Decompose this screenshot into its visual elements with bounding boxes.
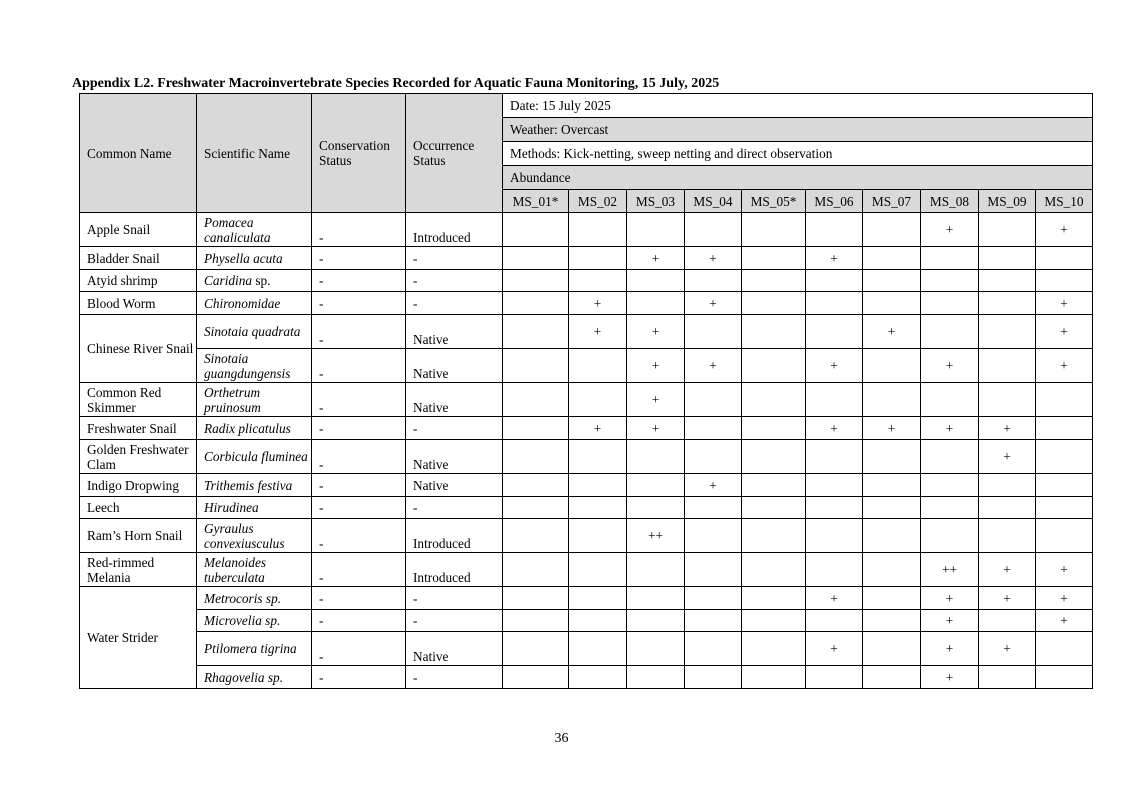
scientific-name: Pomacea canaliculata — [204, 214, 271, 245]
abundance-cell — [979, 474, 1036, 497]
species-table — [79, 93, 1093, 689]
abundance-cell: + — [1036, 553, 1093, 587]
scientific-name-cell — [197, 213, 312, 247]
abundance-cell — [863, 383, 921, 417]
conservation-status-cell: - — [312, 497, 406, 519]
abundance-cell — [921, 519, 979, 553]
conservation-status-cell: - — [312, 292, 406, 315]
table-row — [80, 213, 1093, 247]
scientific-name: Corbicula fluminea — [204, 449, 308, 464]
scientific-name-cell — [197, 315, 312, 349]
table-row — [80, 632, 1093, 666]
occurrence-status-cell: - — [406, 417, 503, 440]
abundance-cell — [503, 247, 569, 270]
conservation-status-cell: - — [312, 440, 406, 474]
abundance-cell: + — [979, 587, 1036, 610]
scientific-name: Caridina — [204, 273, 253, 288]
abundance-cell — [569, 632, 627, 666]
abundance-cell — [569, 383, 627, 417]
scientific-name-cell — [197, 610, 312, 632]
abundance-cell: + — [806, 349, 863, 383]
abundance-cell — [569, 270, 627, 292]
abundance-cell — [742, 383, 806, 417]
common-name-cell: Chinese River Snail — [80, 315, 197, 383]
abundance-cell — [685, 315, 742, 349]
abundance-cell: + — [921, 587, 979, 610]
abundance-cell — [742, 349, 806, 383]
abundance-cell — [979, 315, 1036, 349]
scientific-name: Hirudinea — [204, 500, 259, 515]
abundance-cell — [627, 553, 685, 587]
site-header: MS_09 — [979, 190, 1036, 213]
abundance-cell: + — [685, 349, 742, 383]
abundance-cell: + — [806, 587, 863, 610]
scientific-name: Rhagovelia sp. — [204, 669, 284, 685]
scientific-name-cell — [197, 292, 312, 315]
page-title: Appendix L2. Freshwater Macroinvertebrate Species Recorded for Aquatic Fauna Monitoring, 15 July, 2025 — [72, 76, 720, 91]
common-name-cell: Leech — [80, 497, 197, 519]
abundance-cell: + — [1036, 292, 1093, 315]
abundance-cell — [806, 553, 863, 587]
table-row — [80, 474, 1093, 497]
scientific-name-cell — [197, 666, 312, 689]
abundance-cell — [503, 315, 569, 349]
abundance-cell — [627, 440, 685, 474]
abundance-cell — [863, 270, 921, 292]
abundance-cell — [685, 497, 742, 519]
scientific-name-cell — [197, 587, 312, 610]
abundance-cell: + — [627, 315, 685, 349]
abundance-cell — [806, 474, 863, 497]
table-row — [80, 247, 1093, 270]
abundance-cell — [503, 474, 569, 497]
abundance-cell: + — [921, 632, 979, 666]
table-row — [80, 349, 1093, 383]
abundance-cell: + — [921, 666, 979, 689]
table-row — [80, 383, 1093, 417]
abundance-cell — [863, 519, 921, 553]
abundance-cell — [863, 553, 921, 587]
scientific-name: Sinotaia guangdungensis — [204, 350, 291, 381]
abundance-cell: + — [685, 474, 742, 497]
scientific-name-cell — [197, 632, 312, 666]
abundance-cell: + — [569, 315, 627, 349]
scientific-name: Physella acuta — [204, 250, 283, 266]
occurrence-status-cell: Native — [406, 474, 503, 497]
abundance-cell — [503, 213, 569, 247]
abundance-cell — [806, 440, 863, 474]
abundance-cell — [569, 213, 627, 247]
abundance-cell — [569, 610, 627, 632]
abundance-cell — [806, 213, 863, 247]
abundance-cell — [863, 587, 921, 610]
abundance-cell — [569, 553, 627, 587]
abundance-cell — [685, 587, 742, 610]
abundance-cell — [742, 519, 806, 553]
occurrence-status-cell: Native — [406, 315, 503, 349]
abundance-cell — [806, 497, 863, 519]
abundance-cell: + — [685, 292, 742, 315]
common-name-cell: Golden Freshwater Clam — [80, 440, 197, 474]
abundance-cell — [921, 292, 979, 315]
scientific-name-cell — [197, 440, 312, 474]
header-abundance: Abundance — [503, 166, 1093, 190]
site-header: MS_01* — [503, 190, 569, 213]
scientific-name: Ptilomera tigrina — [204, 641, 297, 656]
abundance-cell — [685, 610, 742, 632]
abundance-cell — [627, 497, 685, 519]
abundance-cell: + — [806, 632, 863, 666]
abundance-cell — [742, 292, 806, 315]
abundance-cell — [921, 497, 979, 519]
abundance-cell — [1036, 497, 1093, 519]
abundance-cell — [742, 474, 806, 497]
occurrence-status-cell: Introduced — [406, 553, 503, 587]
abundance-cell — [627, 610, 685, 632]
site-header: MS_05* — [742, 190, 806, 213]
abundance-cell — [863, 349, 921, 383]
scientific-name-cell — [197, 497, 312, 519]
abundance-cell — [806, 292, 863, 315]
abundance-cell — [979, 497, 1036, 519]
abundance-cell — [627, 666, 685, 689]
header-date: Date: 15 July 2025 — [503, 94, 1093, 118]
abundance-cell: + — [863, 315, 921, 349]
header-weather: Weather: Overcast — [503, 118, 1093, 142]
scientific-name-cell — [197, 474, 312, 497]
abundance-cell — [503, 632, 569, 666]
abundance-cell — [979, 519, 1036, 553]
table-row — [80, 666, 1093, 689]
scientific-name-cell — [197, 270, 312, 292]
abundance-cell — [921, 247, 979, 270]
abundance-cell — [503, 349, 569, 383]
abundance-cell — [627, 213, 685, 247]
table-row — [80, 315, 1093, 349]
abundance-cell — [742, 632, 806, 666]
abundance-cell — [921, 474, 979, 497]
abundance-cell — [1036, 519, 1093, 553]
conservation-status-cell: - — [312, 349, 406, 383]
page-number: 36 — [554, 731, 569, 746]
abundance-cell — [921, 383, 979, 417]
abundance-cell: + — [1036, 610, 1093, 632]
abundance-cell — [627, 292, 685, 315]
header-conservation-status: Conservation Status — [312, 94, 406, 213]
site-header: MS_07 — [863, 190, 921, 213]
abundance-cell — [806, 270, 863, 292]
abundance-cell: + — [569, 292, 627, 315]
abundance-cell: + — [627, 417, 685, 440]
abundance-cell — [863, 610, 921, 632]
abundance-cell — [1036, 417, 1093, 440]
abundance-cell — [1036, 474, 1093, 497]
conservation-status-cell: - — [312, 383, 406, 417]
abundance-cell — [503, 587, 569, 610]
abundance-cell — [742, 610, 806, 632]
abundance-cell: + — [627, 383, 685, 417]
abundance-cell — [863, 292, 921, 315]
abundance-cell — [806, 519, 863, 553]
abundance-cell — [503, 553, 569, 587]
table-row — [80, 292, 1093, 315]
abundance-cell — [979, 666, 1036, 689]
abundance-cell: + — [627, 349, 685, 383]
site-header: MS_02 — [569, 190, 627, 213]
common-name-cell: Blood Worm — [80, 292, 197, 315]
abundance-cell — [1036, 666, 1093, 689]
abundance-cell: + — [921, 349, 979, 383]
abundance-cell: + — [806, 417, 863, 440]
abundance-cell — [979, 349, 1036, 383]
table-row — [80, 497, 1093, 519]
conservation-status-cell: - — [312, 417, 406, 440]
occurrence-status-cell: - — [406, 270, 503, 292]
site-header: MS_03 — [627, 190, 685, 213]
occurrence-status-cell: - — [406, 497, 503, 519]
site-header: MS_04 — [685, 190, 742, 213]
abundance-cell: + — [921, 417, 979, 440]
abundance-cell — [685, 417, 742, 440]
header-common-name: Common Name — [80, 94, 197, 213]
table-row — [80, 519, 1093, 553]
occurrence-status-cell: Introduced — [406, 213, 503, 247]
abundance-cell: + — [806, 247, 863, 270]
table-row — [80, 440, 1093, 474]
abundance-cell — [569, 474, 627, 497]
conservation-status-cell: - — [312, 247, 406, 270]
abundance-cell: + — [979, 632, 1036, 666]
header-scientific-name: Scientific Name — [197, 94, 312, 213]
occurrence-status-cell: Native — [406, 632, 503, 666]
abundance-cell — [569, 349, 627, 383]
abundance-cell: + — [979, 553, 1036, 587]
abundance-cell — [503, 440, 569, 474]
abundance-cell — [1036, 383, 1093, 417]
scientific-name-cell — [197, 247, 312, 270]
scientific-name-cell — [197, 349, 312, 383]
abundance-cell — [863, 474, 921, 497]
abundance-cell: ++ — [627, 519, 685, 553]
abundance-cell — [863, 440, 921, 474]
abundance-cell: + — [685, 247, 742, 270]
abundance-cell — [685, 213, 742, 247]
header-occurrence-status: Occurrence Status — [406, 94, 503, 213]
abundance-cell — [863, 497, 921, 519]
abundance-cell — [503, 666, 569, 689]
table-row — [80, 270, 1093, 292]
abundance-cell — [685, 270, 742, 292]
abundance-cell: + — [569, 417, 627, 440]
abundance-cell: + — [627, 247, 685, 270]
abundance-cell — [1036, 247, 1093, 270]
abundance-cell — [979, 292, 1036, 315]
abundance-cell — [921, 270, 979, 292]
abundance-cell — [742, 553, 806, 587]
abundance-cell — [742, 587, 806, 610]
abundance-cell: + — [1036, 349, 1093, 383]
abundance-cell — [1036, 270, 1093, 292]
scientific-name: Trithemis festiva — [204, 477, 293, 493]
abundance-cell — [979, 270, 1036, 292]
abundance-cell — [503, 292, 569, 315]
abundance-cell: + — [921, 610, 979, 632]
conservation-status-cell: - — [312, 474, 406, 497]
scientific-name: Orthetrum pruinosum — [204, 384, 261, 415]
abundance-cell — [921, 440, 979, 474]
abundance-cell — [742, 315, 806, 349]
abundance-cell — [685, 553, 742, 587]
abundance-cell — [569, 519, 627, 553]
table-row — [80, 553, 1093, 587]
scientific-name-cell — [197, 417, 312, 440]
abundance-cell — [627, 632, 685, 666]
site-header: MS_08 — [921, 190, 979, 213]
abundance-cell — [503, 519, 569, 553]
occurrence-status-cell: - — [406, 610, 503, 632]
scientific-name: Metrocoris sp. — [204, 590, 282, 606]
scientific-name-cell — [197, 383, 312, 417]
abundance-cell — [979, 610, 1036, 632]
abundance-cell — [503, 610, 569, 632]
abundance-cell — [503, 270, 569, 292]
abundance-cell — [806, 383, 863, 417]
scientific-name: Microvelia sp. — [204, 613, 281, 628]
abundance-cell — [742, 440, 806, 474]
abundance-cell — [627, 270, 685, 292]
abundance-cell — [979, 213, 1036, 247]
common-name-cell: Indigo Dropwing — [80, 474, 197, 497]
scientific-name: Melanoides tuberculata — [204, 554, 267, 585]
scientific-name: Sinotaia quadrata — [204, 324, 301, 339]
table-row — [80, 587, 1093, 610]
occurrence-status-cell: Native — [406, 440, 503, 474]
common-name-cell: Water Strider — [80, 587, 197, 689]
abundance-cell: + — [979, 417, 1036, 440]
occurrence-status-cell: - — [406, 587, 503, 610]
common-name-cell: Red-rimmed Melania — [80, 553, 197, 587]
abundance-cell — [979, 383, 1036, 417]
conservation-status-cell: - — [312, 587, 406, 610]
abundance-cell — [863, 666, 921, 689]
scientific-name: Chironomidae — [204, 295, 281, 311]
abundance-cell — [863, 247, 921, 270]
abundance-cell — [742, 213, 806, 247]
conservation-status-cell: - — [312, 610, 406, 632]
occurrence-status-cell: - — [406, 247, 503, 270]
conservation-status-cell: - — [312, 315, 406, 349]
abundance-cell — [742, 247, 806, 270]
conservation-status-cell: - — [312, 553, 406, 587]
abundance-cell — [806, 666, 863, 689]
scientific-name-suffix: sp. — [252, 273, 271, 288]
site-header: MS_06 — [806, 190, 863, 213]
conservation-status-cell: - — [312, 666, 406, 689]
abundance-cell: + — [921, 213, 979, 247]
abundance-cell — [1036, 440, 1093, 474]
abundance-cell — [979, 247, 1036, 270]
occurrence-status-cell: - — [406, 292, 503, 315]
abundance-cell — [627, 587, 685, 610]
abundance-cell — [806, 610, 863, 632]
scientific-name-cell — [197, 519, 312, 553]
abundance-cell: + — [1036, 315, 1093, 349]
abundance-cell — [685, 519, 742, 553]
occurrence-status-cell: Introduced — [406, 519, 503, 553]
abundance-cell — [921, 315, 979, 349]
abundance-cell: + — [979, 440, 1036, 474]
conservation-status-cell: - — [312, 213, 406, 247]
scientific-name: Radix plicatulus — [204, 420, 291, 436]
abundance-cell — [742, 270, 806, 292]
abundance-cell — [569, 440, 627, 474]
abundance-cell — [742, 497, 806, 519]
conservation-status-cell: - — [312, 270, 406, 292]
abundance-cell — [503, 497, 569, 519]
abundance-cell — [685, 440, 742, 474]
table-row — [80, 610, 1093, 632]
abundance-cell — [627, 474, 685, 497]
abundance-cell — [503, 383, 569, 417]
abundance-cell — [1036, 632, 1093, 666]
common-name-cell: Ram’s Horn Snail — [80, 519, 197, 553]
abundance-cell — [685, 383, 742, 417]
common-name-cell: Common Red Skimmer — [80, 383, 197, 417]
abundance-cell — [742, 417, 806, 440]
abundance-cell — [742, 666, 806, 689]
common-name-cell: Apple Snail — [80, 213, 197, 247]
abundance-cell: + — [1036, 587, 1093, 610]
abundance-cell: + — [1036, 213, 1093, 247]
site-header: MS_10 — [1036, 190, 1093, 213]
abundance-cell — [806, 315, 863, 349]
abundance-cell: + — [863, 417, 921, 440]
abundance-cell — [685, 632, 742, 666]
header-methods: Methods: Kick-netting, sweep netting and direct observation — [503, 142, 1093, 166]
conservation-status-cell: - — [312, 632, 406, 666]
occurrence-status-cell: Native — [406, 383, 503, 417]
abundance-cell — [863, 213, 921, 247]
abundance-cell — [685, 666, 742, 689]
abundance-cell — [569, 247, 627, 270]
abundance-cell — [569, 587, 627, 610]
occurrence-status-cell: - — [406, 666, 503, 689]
common-name-cell: Atyid shrimp — [80, 270, 197, 292]
abundance-cell — [569, 666, 627, 689]
table-row — [80, 417, 1093, 440]
abundance-cell — [503, 417, 569, 440]
abundance-cell — [863, 632, 921, 666]
common-name-cell: Freshwater Snail — [80, 417, 197, 440]
scientific-name: Gyraulus convexiusculus — [204, 520, 285, 551]
occurrence-status-cell: Native — [406, 349, 503, 383]
conservation-status-cell: - — [312, 519, 406, 553]
abundance-cell — [569, 497, 627, 519]
abundance-cell: ++ — [921, 553, 979, 587]
scientific-name-cell — [197, 553, 312, 587]
common-name-cell: Bladder Snail — [80, 247, 197, 270]
